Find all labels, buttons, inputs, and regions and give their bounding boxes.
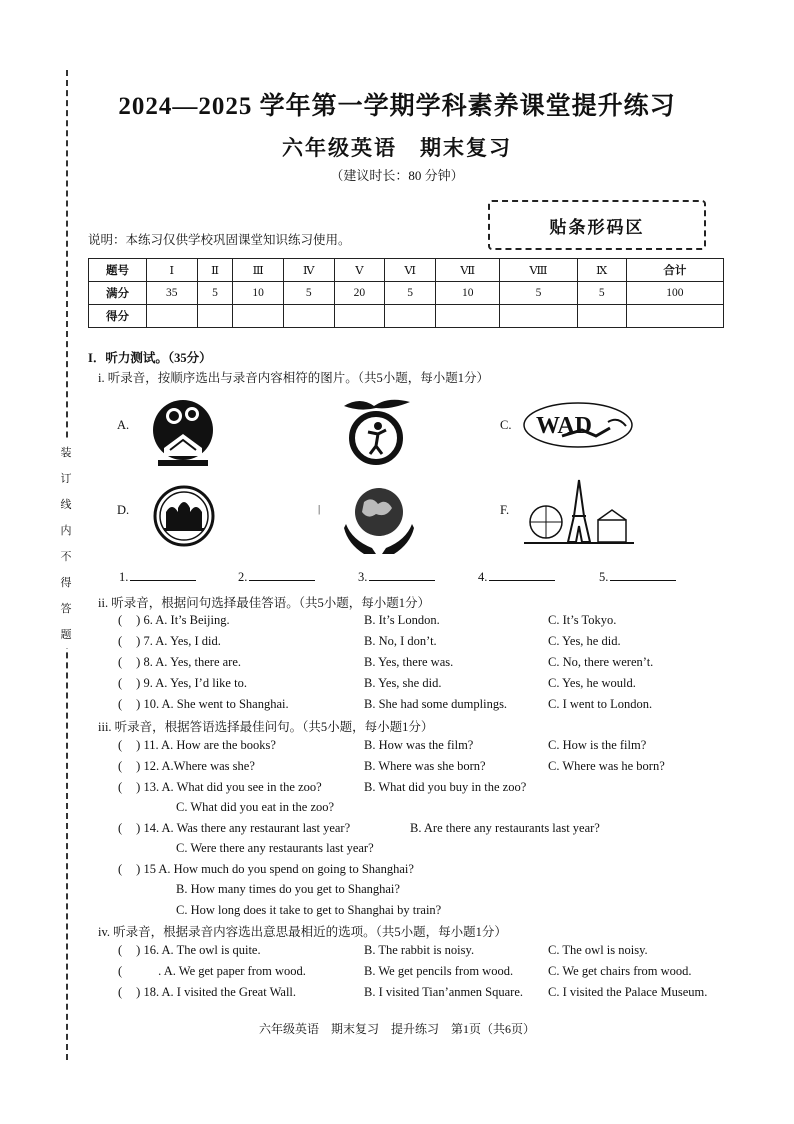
picture-label-f: F. [500,503,510,517]
side-char: 得 [60,577,72,589]
column-header: Ⅲ [233,259,284,282]
full-mark-cell: 100 [626,282,723,305]
question-11: ( ) 11. A. How are the books? [118,738,276,752]
option-b: B. How many times do you get to Shanghai? [176,882,400,896]
option-b: B. Yes, she did. [364,676,442,690]
option-c: C. No, there weren’t. [548,655,654,669]
theatre-logo-icon [152,484,216,548]
part3-instruction: iii. 听录音，根据答语选择最佳问句。（共5小题，每小题1分） [98,720,434,734]
blank-number: 5. [599,570,609,584]
option-b: B. I visited Tian’anmen Square. [364,985,524,999]
option-a: ) 16. A. The owl is quite. [136,943,261,957]
score-cell[interactable] [147,305,198,328]
option-c: C. Yes, he would. [548,676,636,690]
column-header: Ⅴ [334,259,385,282]
question-15: ( ) 15 A. How much do you spend on going to Shanghai? [118,862,414,876]
row-label: 得分 [89,305,147,328]
option-a: ) 15 A. How much do you spend on going to Shanghai? [136,862,414,876]
column-header: Ⅷ [500,259,577,282]
column-header: Ⅶ [436,259,500,282]
column-header: Ⅱ [197,259,233,282]
score-cell[interactable] [626,305,723,328]
side-char: 订 [60,473,72,485]
option-b: B. It’s London. [364,613,440,627]
full-mark-cell: 20 [334,282,385,305]
barcode-area [488,200,706,250]
score-cell[interactable] [436,305,500,328]
question-9: ( ) 9. A. Yes, I’d like to. [118,676,247,690]
full-mark-cell: 5 [577,282,626,305]
side-char: 线 [60,499,72,511]
score-cell[interactable] [233,305,284,328]
question-6: ( ) 6. A. It’s Beijing. [118,613,230,627]
question-17: ( . A. We get paper from wood. [118,964,306,978]
usage-note: 说明：本练习仅供学校巩固课堂知识练习使用。 [88,233,351,247]
option-b: B. Are there any restaurants last year? [410,821,600,835]
paris-skyline-icon [524,476,634,548]
option-b: B. We get pencils from wood. [364,964,514,978]
option-a: ) 9. A. Yes, I’d like to. [136,676,247,690]
option-c: C. I visited the Palace Museum. [548,985,708,999]
question-8: ( ) 8. A. Yes, there are. [118,655,242,669]
answer-blank-5[interactable] [599,568,676,585]
barcode-area-label: 贴条形码区 [549,217,645,237]
score-table [88,258,724,328]
option-c: C. The owl is noisy. [548,943,648,957]
earth-in-hands-icon [342,484,416,556]
option-a: ) 11. A. How are the books? [136,738,276,752]
option-b: B. What did you buy in the zoo? [364,780,527,794]
option-b: B. She had some dumplings. [364,697,508,711]
column-header: Ⅰ [147,259,198,282]
option-b: B. Yes, there was. [364,655,454,669]
part4-instruction: iv. 听录音，根据录音内容选出意思最相近的选项。（共5小题，每小题1分） [98,925,507,939]
option-c: C. How long does it take to get to Shanghai by train? [176,903,442,917]
option-a: ) 7. A. Yes, I did. [136,634,221,648]
answer-blank-4[interactable] [478,568,555,585]
option-a: . A. We get paper from wood. [158,964,306,978]
question-7: ( ) 7. A. Yes, I did. [118,634,221,648]
score-cell[interactable] [334,305,385,328]
column-header: Ⅸ [577,259,626,282]
stray-mark: | [318,503,321,515]
part1-instruction: i. 听录音，按顺序选出与录音内容相符的图片。（共5小题，每小题1分） [98,371,489,385]
page-subtitle: 六年级英语 期末复习 [282,136,512,160]
full-mark-cell: 10 [233,282,284,305]
option-a: ) 12. A.Where was she? [136,759,255,773]
full-mark-cell: 5 [197,282,233,305]
full-mark-cell: 5 [500,282,577,305]
picture-label-a: A. [117,418,130,432]
blank-number: 3. [358,570,368,584]
side-char: 题 [60,629,72,641]
question-13: ( ) 13. A. What did you see in the zoo? [118,780,322,794]
blank-number: 2. [238,570,248,584]
picture-label-d: D. [117,503,130,517]
question-12: ( ) 12. A.Where was she? [118,759,255,773]
score-row [89,305,724,328]
blank-number: 4. [478,570,488,584]
side-char: 不 [60,551,72,563]
score-cell[interactable] [283,305,334,328]
option-c: C. Yes, he did. [548,634,621,648]
question-18: ( ) 18. A. I visited the Great Wall. [118,985,297,999]
option-c: C. Were there any restaurants last year? [176,841,374,855]
score-cell[interactable] [500,305,577,328]
section-title: I．听力测试。（35分） [88,351,212,365]
option-a: ) 14. A. Was there any restaurant last year? [136,821,351,835]
score-header-row [89,259,724,282]
option-b: B. Where was she born? [364,759,486,773]
full-marks-row [89,282,724,305]
option-b: B. No, I don’t. [364,634,437,648]
option-a: ) 10. A. She went to Shanghai. [136,697,289,711]
option-c: C. What did you eat in the zoo? [176,800,335,814]
option-c: C. We get chairs from wood. [548,964,692,978]
column-header: 合计 [626,259,723,282]
option-b: B. The rabbit is noisy. [364,943,475,957]
family-reading-icon [150,398,216,468]
option-a: ) 18. A. I visited the Great Wall. [136,985,297,999]
answer-blank-1[interactable] [119,568,196,585]
full-mark-cell: 35 [147,282,198,305]
question-14: ( ) 14. A. Was there any restaurant last year? [118,821,351,835]
option-b: B. How was the film? [364,738,474,752]
option-c: C. Where was he born? [548,759,665,773]
column-header: Ⅵ [385,259,436,282]
side-char: 装 [60,447,72,459]
full-mark-cell: 5 [385,282,436,305]
option-c: C. It’s Tokyo. [548,613,617,627]
page-title: 2024—2025 学年第一学期学科素养课堂提升练习 [118,93,676,120]
binding-notice [58,440,74,648]
question-16: ( ) 16. A. The owl is quite. [118,943,261,957]
option-a: ) 13. A. What did you see in the zoo? [136,780,322,794]
score-cell[interactable] [385,305,436,328]
side-char: 答 [60,603,72,615]
answer-blank-3[interactable] [358,568,435,585]
option-a: ) 6. A. It’s Beijing. [136,613,230,627]
page-footer: 六年级英语 期末复习 提升练习 第1页（共6页） [258,1022,535,1036]
row-label: 题号 [89,259,147,282]
row-label: 满分 [89,282,147,305]
answer-blank-2[interactable] [238,568,315,585]
svg-text:WAD: WAD [536,413,593,439]
picture-label-c: C. [500,418,512,432]
option-a: ) 8. A. Yes, there are. [136,655,242,669]
option-c: C. How is the film? [548,738,647,752]
full-mark-cell: 5 [283,282,334,305]
full-mark-cell: 10 [436,282,500,305]
score-cell[interactable] [197,305,233,328]
score-cell[interactable] [577,305,626,328]
part2-instruction: ii. 听录音，根据问句选择最佳答语。（共5小题，每小题1分） [98,596,430,610]
blank-number: 1. [119,570,129,584]
column-header: Ⅳ [283,259,334,282]
suggested-duration: （建议时长：80 分钟） [330,168,464,183]
wad-logo-icon [522,400,634,450]
healthy-person-logo-icon [340,396,412,468]
side-char: 内 [60,525,72,537]
question-10: ( ) 10. A. She went to Shanghai. [118,697,289,711]
option-c: C. I went to London. [548,697,653,711]
